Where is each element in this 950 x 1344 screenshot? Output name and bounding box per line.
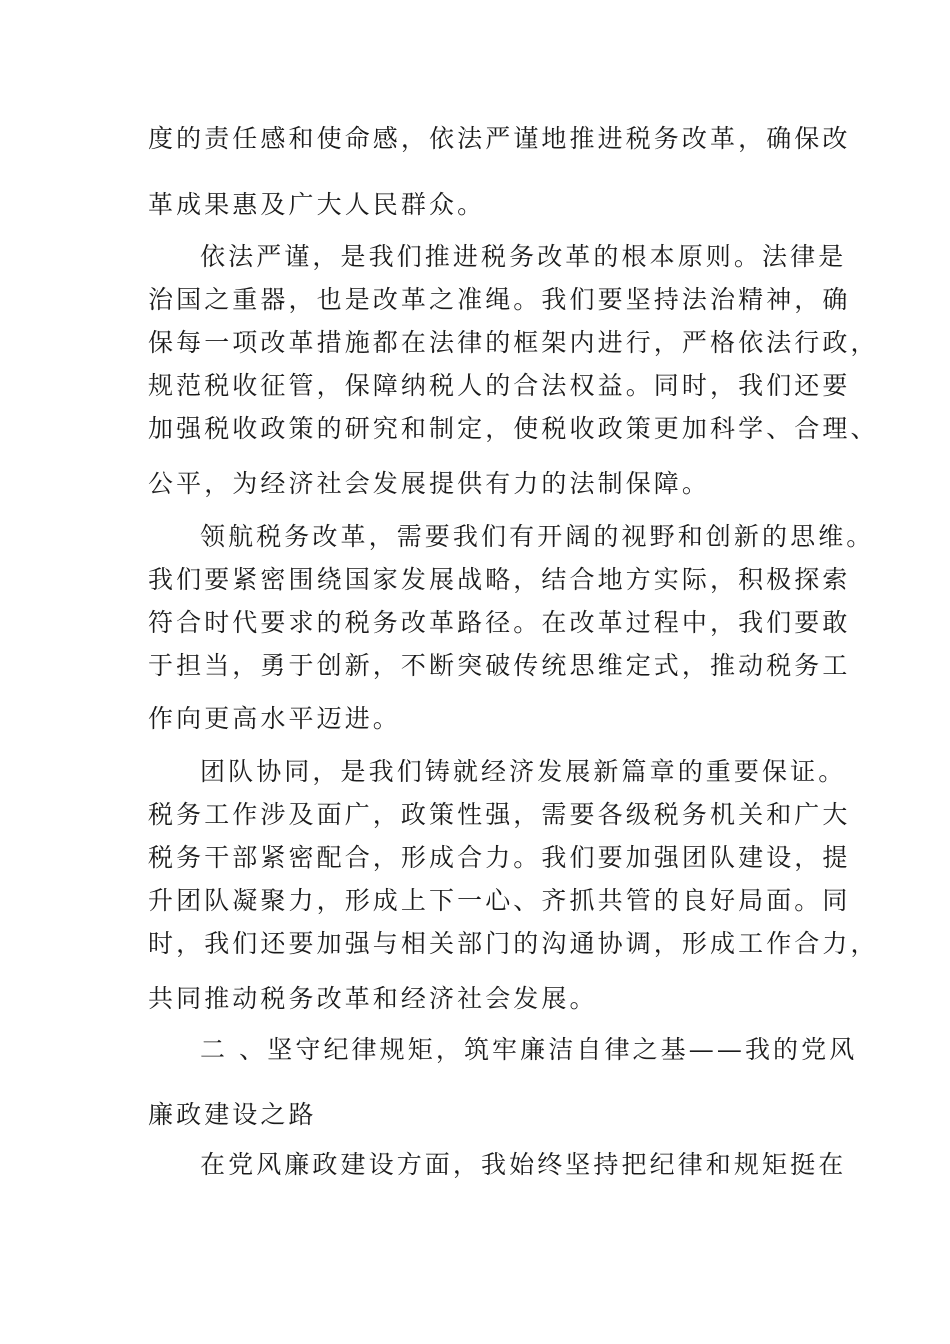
text-line: 时，我们还要加强与相关部门的沟通协调，形成工作合力， — [148, 929, 879, 958]
paragraph-start-line: 依法严谨，是我们推进税务改革的根本原则。法律是 — [200, 242, 847, 271]
text-line: 符合时代要求的税务改革路径。在改革过程中，我们要敢 — [148, 608, 851, 637]
text-line: 于担当，勇于创新，不断突破传统思维定式，推动税务工 — [148, 651, 851, 680]
paragraph-start-line: 团队协同，是我们铸就经济发展新篇章的重要保证。 — [200, 757, 847, 786]
text-line: 我们要紧密围绕国家发展战略，结合地方实际，积极探索 — [148, 565, 851, 594]
paragraph-start-line: 领航税务改革，需要我们有开阔的视野和创新的思维。 — [200, 522, 875, 551]
text-line: 度的责任感和使命感，依法严谨地推进税务改革，确保改 — [148, 124, 851, 153]
text-line: 升团队凝聚力，形成上下一心、齐抓共管的良好局面。同 — [148, 886, 851, 915]
text-line: 作向更高水平迈进。 — [148, 704, 401, 733]
text-line: 加强税收政策的研究和制定，使税收政策更加科学、合理、 — [148, 414, 879, 443]
section-heading-line: 廉政建设之路 — [148, 1100, 317, 1129]
text-line: 税务工作涉及面广，政策性强，需要各级税务机关和广大 — [148, 800, 851, 829]
text-line: 治国之重器，也是改革之准绳。我们要坚持法治精神，确 — [148, 285, 851, 314]
text-line: 革成果惠及广大人民群众。 — [148, 190, 486, 219]
text-line: 公平，为经济社会发展提供有力的法制保障。 — [148, 469, 711, 498]
paragraph-start-line: 在党风廉政建设方面，我始终坚持把纪律和规矩挺在 — [200, 1150, 847, 1179]
section-heading-line: 二 、坚守纪律规矩，筑牢廉洁自律之基——我的党风 — [200, 1035, 858, 1064]
text-line: 共同推动税务改革和经济社会发展。 — [148, 984, 598, 1013]
text-line: 规范税收征管，保障纳税人的合法权益。同时，我们还要 — [148, 371, 851, 400]
text-line: 保每一项改革措施都在法律的框架内进行，严格依法行政， — [148, 328, 879, 357]
text-line: 税务干部紧密配合，形成合力。我们要加强团队建设，提 — [148, 843, 851, 872]
